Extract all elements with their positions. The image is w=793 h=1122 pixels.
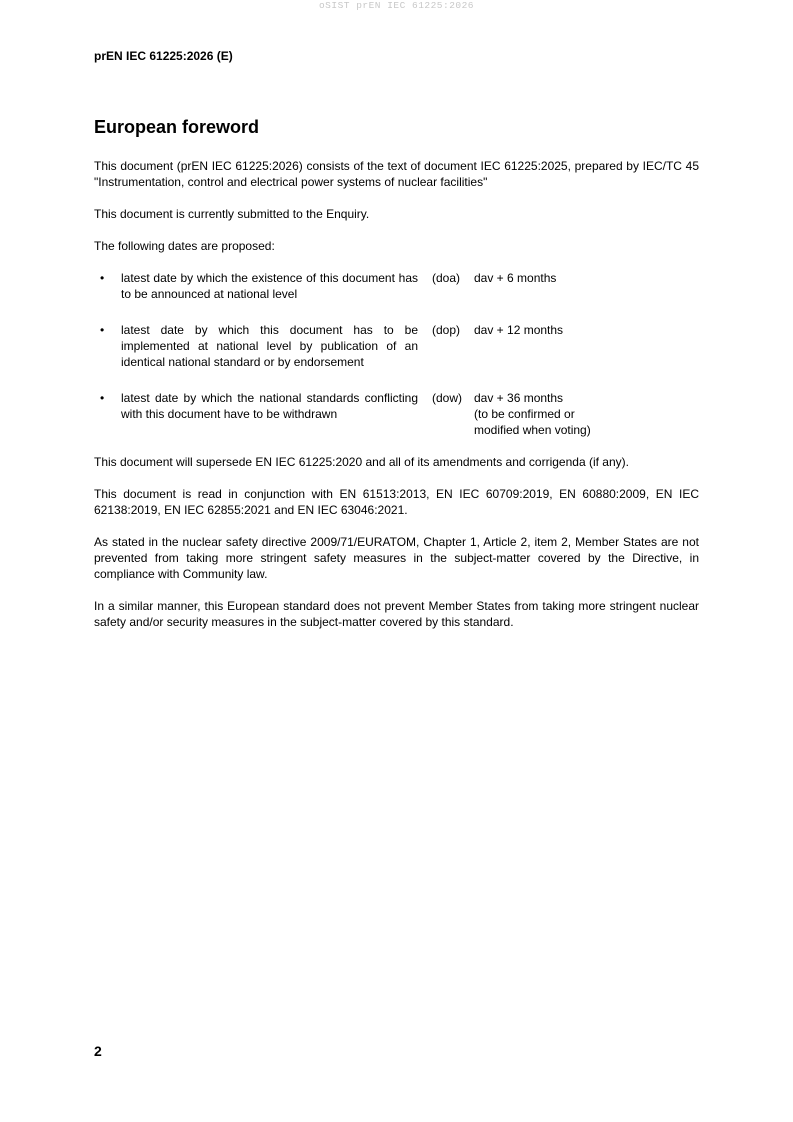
date-row-dop (94, 322, 699, 370)
page-number: 2 (94, 1043, 102, 1059)
page-title: European foreword (94, 117, 260, 137)
date-value (473, 270, 699, 302)
member-states-paragraph: In a similar manner, this European standard does not prevent Member States from taking more stringent nuclear safety and/or security measures in the subject-matter covered by this standard. (94, 599, 699, 629)
intro-paragraph: This document (prEN IEC 61225:2026) consists of the text of document IEC 61225:2025, prepared by IEC/TC 45 "Instrumentation, control and electrical power systems of nuclear facilities" (94, 159, 699, 189)
date-abbreviation: (dop) (432, 323, 461, 337)
date-description: latest date by which this document has to be implemented at national level by publication of an identical national standard or by endorsement (121, 323, 418, 369)
date-row-doa (94, 270, 699, 302)
date-value (473, 390, 699, 438)
supersede-paragraph: This document will supersede EN IEC 61225:2020 and all of its amendments and corrigenda (if any). (94, 455, 629, 469)
date-abbreviation: (doa) (432, 271, 461, 285)
enquiry-paragraph: This document is currently submitted to the Enquiry. (94, 207, 370, 221)
date-value-text: dav + 6 months (474, 271, 557, 285)
date-description: latest date by which the existence of this document has to be announced at national level (121, 271, 418, 301)
date-row-dow (94, 390, 699, 438)
directive-paragraph: As stated in the nuclear safety directive 2009/71/EURATOM, Chapter 1, Article 2, item 2, Member States are not prevented from taking more stringent safety measures in the subject-matter covered by the Directive, in compliance with Community law. (94, 535, 699, 581)
bullet-marker: • (100, 391, 105, 405)
date-abbreviation: (dow) (432, 391, 463, 405)
document-id-header: prEN IEC 61225:2026 (E) (94, 49, 233, 63)
dates-intro-paragraph: The following dates are proposed: (94, 239, 275, 253)
bullet-marker: • (100, 271, 105, 285)
date-value-text: dav + 12 months (474, 323, 564, 337)
date-value-text: dav + 36 months (474, 391, 564, 405)
document-watermark: oSIST prEN IEC 61225:2026 (318, 0, 475, 11)
bullet-marker: • (100, 323, 105, 337)
date-value (473, 322, 699, 370)
date-description: latest date by which the national standards conflicting with this document have to be withdrawn (121, 391, 418, 421)
conjunction-paragraph: This document is read in conjunction with EN 61513:2013, EN IEC 60709:2019, EN 60880:2009, EN IEC 62138:2019, EN IEC 62855:2021 and EN IEC 63046:2021. (94, 487, 699, 517)
date-value-note: (to be confirmed or modified when voting) (474, 407, 591, 437)
foreword-body (94, 158, 699, 646)
